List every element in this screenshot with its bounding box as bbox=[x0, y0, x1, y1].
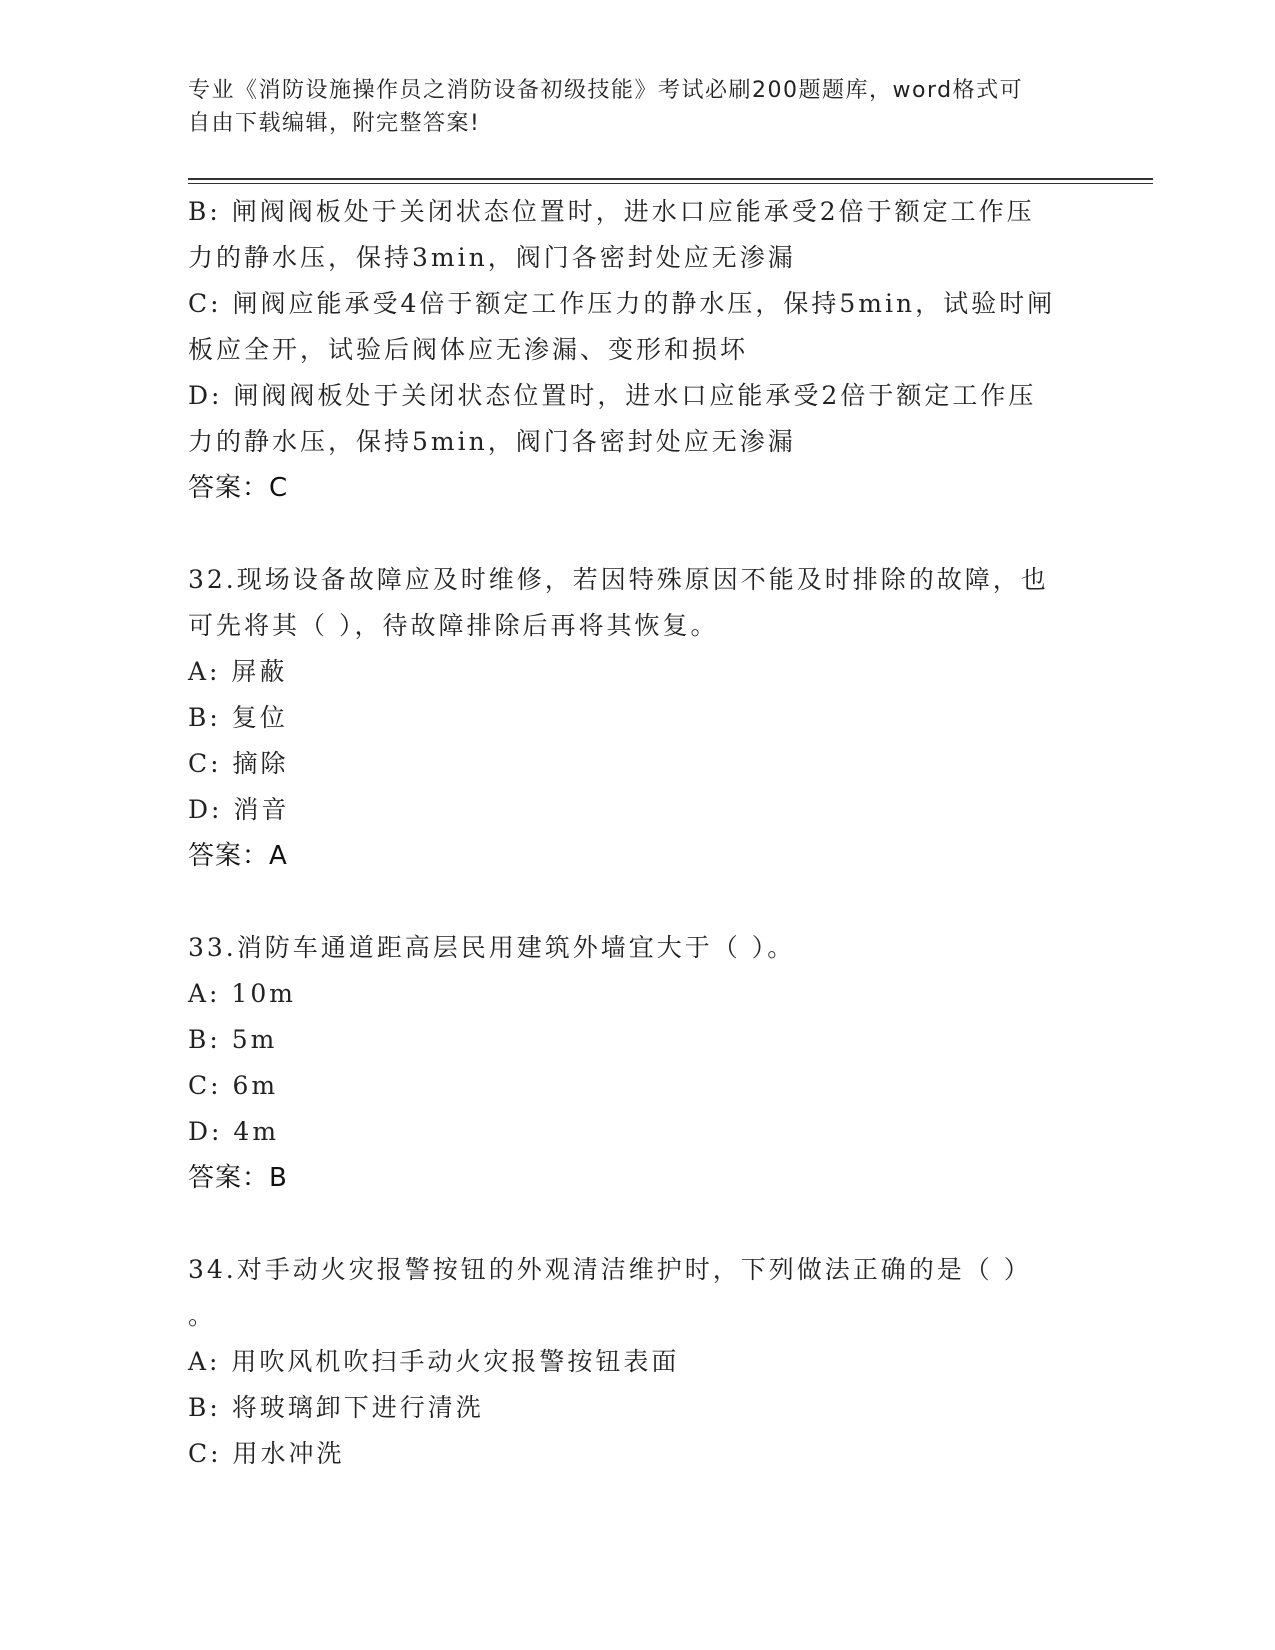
spacer bbox=[188, 511, 1088, 557]
option-a: A: 屏蔽 bbox=[188, 657, 288, 686]
option-a: A: 10m bbox=[188, 979, 296, 1008]
question-34 bbox=[188, 1247, 1088, 1477]
spacer bbox=[188, 1201, 1088, 1247]
answer-label: 答案：C bbox=[188, 473, 289, 503]
option-b: B: 5m bbox=[188, 1025, 278, 1054]
option-b: B: 复位 bbox=[188, 703, 288, 732]
question-stem-line-1: 32.现场设备故障应及时维修，若因特殊原因不能及时排除的故障，也 bbox=[188, 565, 1049, 594]
answer-label: 答案：B bbox=[188, 1163, 288, 1193]
question-stem-line-1: 34.对手动火灾报警按钮的外观清洁维护时，下列做法正确的是（ ） bbox=[188, 1255, 1032, 1284]
question-32 bbox=[188, 557, 1088, 879]
option-a: A: 用吹风机吹扫手动火灾报警按钮表面 bbox=[188, 1347, 680, 1376]
document-header bbox=[188, 74, 1088, 140]
question-stem-line-2: 可先将其（ ），待故障排除后再将其恢复。 bbox=[188, 611, 719, 640]
option-d-line-1: D: 闸阀阀板处于关闭状态位置时，进水口应能承受2倍于额定工作压 bbox=[188, 381, 1037, 410]
option-c: C: 摘除 bbox=[188, 749, 289, 778]
option-b: B: 将玻璃卸下进行清洗 bbox=[188, 1393, 484, 1422]
document-body bbox=[188, 189, 1088, 1477]
spacer bbox=[188, 879, 1088, 925]
question-33 bbox=[188, 925, 1088, 1201]
header-divider-thick bbox=[188, 178, 1153, 180]
question-stem-line-2: 。 bbox=[188, 1301, 217, 1330]
question-31-tail bbox=[188, 189, 1088, 511]
option-c-line-2: 板应全开，试验后阀体应无渗漏、变形和损坏 bbox=[188, 335, 749, 364]
option-d: D: 消音 bbox=[188, 795, 290, 824]
header-divider-thin bbox=[188, 183, 1153, 184]
answer-label: 答案：A bbox=[188, 841, 288, 871]
option-c-line-1: C: 闸阀应能承受4倍于额定工作压力的静水压，保持5min，试验时闸 bbox=[188, 289, 1056, 318]
question-stem-line-1: 33.消防车通道距高层民用建筑外墙宜大于（ ）。 bbox=[188, 933, 796, 962]
option-b-line-2: 力的静水压，保持3min，阀门各密封处应无渗漏 bbox=[188, 243, 796, 272]
header-title-line-2: 自由下载编辑，附完整答案! bbox=[188, 111, 481, 136]
option-d: D: 4m bbox=[188, 1117, 280, 1146]
header-title-line-1: 专业《消防设施操作员之消防设备初级技能》考试必刷200题题库，word格式可 bbox=[188, 78, 1024, 103]
option-d-line-2: 力的静水压，保持5min，阀门各密封处应无渗漏 bbox=[188, 427, 796, 456]
option-b-line-1: B: 闸阀阀板处于关闭状态位置时，进水口应能承受2倍于额定工作压 bbox=[188, 197, 1035, 226]
option-c: C: 用水冲洗 bbox=[188, 1439, 345, 1468]
option-c: C: 6m bbox=[188, 1071, 279, 1100]
